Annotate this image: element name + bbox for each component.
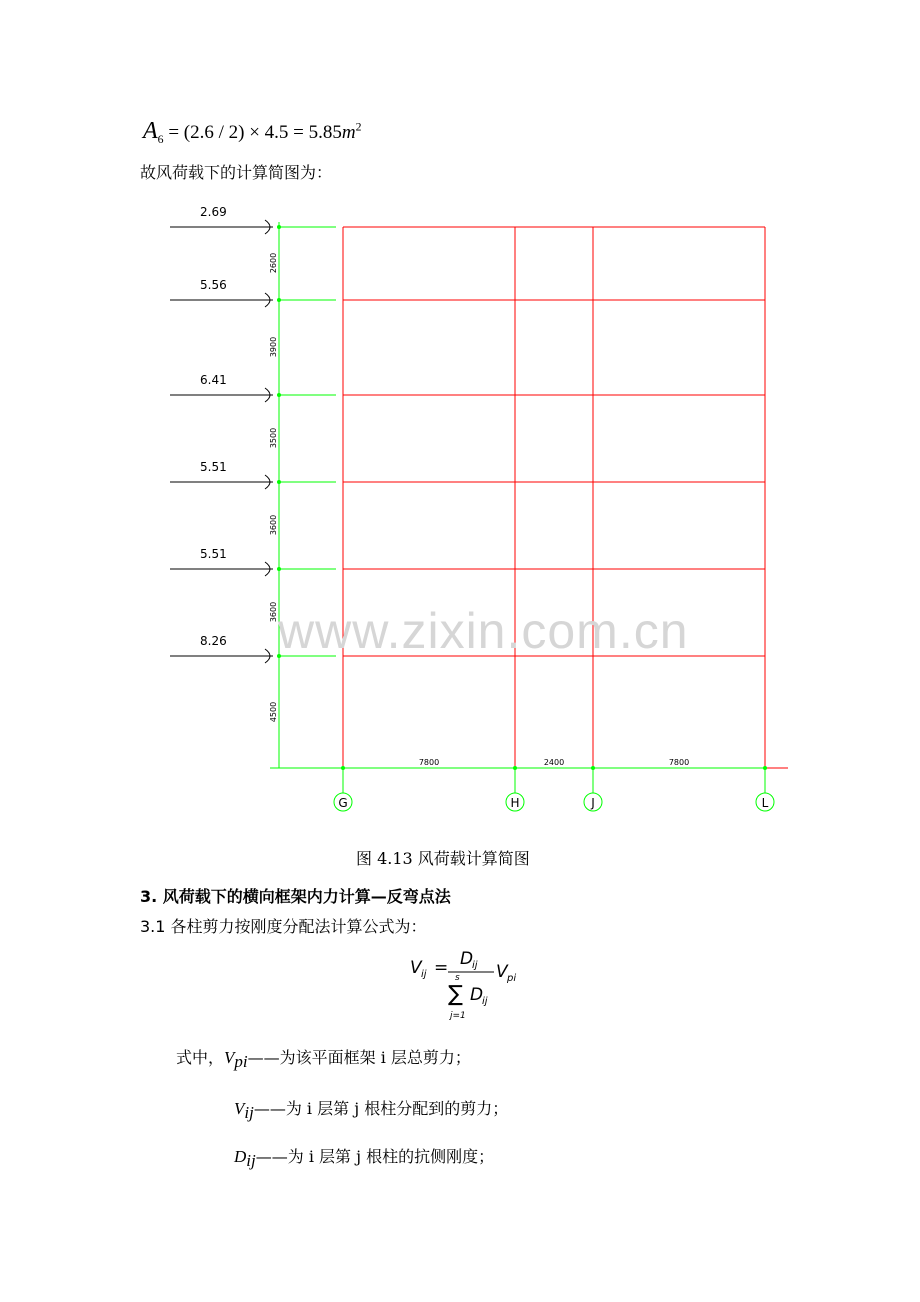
sum-lower-limit: j=1 [450,1011,466,1021]
load-node [277,225,281,229]
load-value-label: 5.56 [200,278,227,292]
formula-rhs: V [496,962,508,982]
load-node [277,480,281,484]
sum-upper-limit: s [455,973,460,983]
formula-lhs: V [410,958,422,978]
formula-denominator-sub: ij [482,996,488,1007]
axis-label: J [591,796,595,810]
definition-dij [234,1144,494,1171]
definition-vpi [176,1045,471,1072]
definition-text: ——为 i 层第 j 根柱分配到的剪力； [253,1099,509,1118]
area-subscript: 6 [157,132,164,146]
span-dimension-label: 7800 [418,758,440,767]
definition-vij [234,1096,508,1123]
subsection-heading: 3.1 各柱剪力按刚度分配法计算公式为： [140,917,427,936]
formula-numerator-sub: ij [472,960,478,971]
storey-height-label: 3500 [269,427,278,449]
storey-height-label: 3600 [269,601,278,623]
definition-sub: ij [244,1103,254,1123]
section-heading: 3. 风荷载下的横向框架内力计算—反弯点法 [140,887,451,906]
load-node [277,567,281,571]
area-unit-power: 2 [355,120,362,134]
load-node [277,298,281,302]
definition-sub: ij [246,1151,256,1171]
storey-height-label: 3900 [269,336,278,358]
definition-sub: pi [234,1052,248,1072]
axis-label: L [761,796,769,810]
load-value-label: 8.26 [200,634,227,648]
frame-lines [270,222,788,770]
definition-var: V [224,1048,235,1067]
axis-label: G [338,796,348,810]
sum-symbol: ∑ [448,982,463,1007]
load-value-label: 2.69 [200,205,227,219]
area-expression: = (2.6 / 2) × 4.5 = 5.85 [168,122,342,143]
load-value-label: 5.51 [200,547,227,561]
definition-prefix: 式中， [176,1048,225,1067]
shear-formula [410,946,530,1026]
definition-var: V [234,1099,245,1118]
intro-text: 故风荷载下的计算简图为： [140,163,333,182]
area-unit: m [341,122,356,143]
span-dimension-label: 7800 [668,758,690,767]
figure-caption: 图 4.13 风荷载计算简图 [356,849,530,868]
storey-height-label: 4500 [269,701,278,723]
formula-equals: = [434,958,449,978]
formula-rhs-sub: pi [507,973,517,984]
span-dimension-label: 2400 [543,758,565,767]
watermark: www.zixin.com.cn [278,603,689,659]
diagram-labels [170,205,774,811]
definition-text: ——为 i 层第 j 根柱的抗侧刚度； [255,1147,495,1166]
formula-lhs-sub: ij [421,969,427,980]
area-symbol: A [143,118,158,144]
formula-denominator: D [470,985,484,1005]
definition-var: D [234,1147,247,1166]
formula-numerator: D [460,949,474,969]
storey-height-label: 3600 [269,514,278,536]
storey-height-label: 2600 [269,252,278,274]
axis-label: H [510,796,520,810]
load-value-label: 6.41 [200,373,227,387]
load-value-label: 5.51 [200,460,227,474]
definition-text: ——为该平面框架 i 层总剪力； [247,1048,471,1067]
load-node [277,393,281,397]
